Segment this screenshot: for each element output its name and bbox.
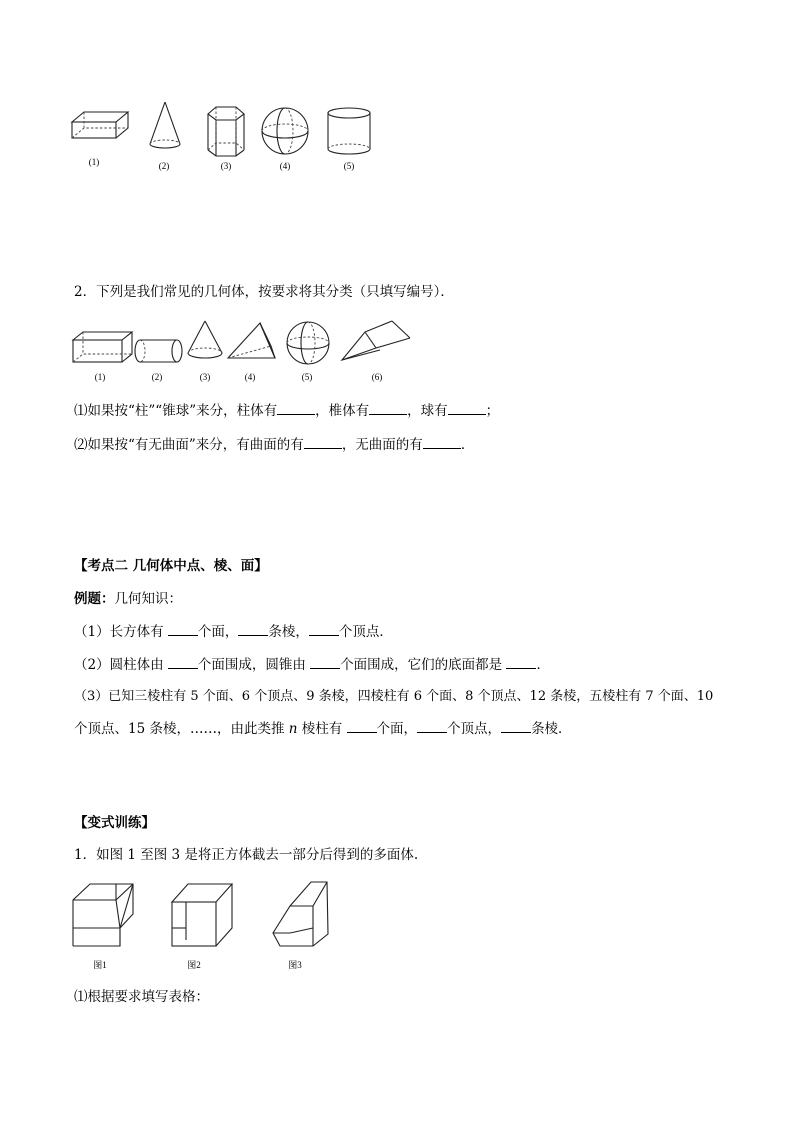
solids-figure-row-2 (70, 318, 420, 368)
cube-cut-figure-2 (172, 884, 232, 946)
answer-blank[interactable] (369, 401, 407, 415)
answer-blank[interactable] (423, 435, 461, 449)
caption-q2-5: (5) (301, 372, 313, 382)
question-2-title: 2．下列是我们常见的几何体，按要求将其分类（只填写编号）． (74, 284, 454, 300)
caption-q2-3: (3) (199, 372, 211, 382)
cube-cut-figure-3 (273, 882, 328, 946)
answer-blank[interactable] (309, 622, 339, 636)
caption-1: (1) (88, 157, 100, 167)
answer-blank[interactable] (168, 622, 198, 636)
sphere-shape-2 (287, 322, 329, 364)
caption-3: (3) (220, 161, 232, 171)
section-2-heading: 【考点二 几何体中点、棱、面】 (74, 558, 268, 574)
item-1: （1）长方体有 个面， 条棱， 个顶点． (74, 624, 393, 640)
section-3-heading: 【变式训练】 (74, 815, 155, 831)
triangular-prism-shape (342, 321, 410, 360)
caption-fig-2: 图2 (187, 960, 201, 970)
answer-blank[interactable] (417, 719, 447, 733)
truncated-cubes-figure (68, 878, 368, 950)
cuboid-shape (72, 112, 128, 138)
sphere-shape (262, 108, 308, 154)
caption-q2-6: (6) (371, 372, 383, 382)
answer-blank[interactable] (168, 655, 198, 669)
cube-cut-figure-1 (73, 884, 133, 946)
caption-fig-3: 图3 (288, 960, 302, 970)
caption-q2-4: (4) (244, 372, 256, 382)
answer-blank[interactable] (506, 655, 536, 669)
cone-shape (150, 102, 180, 148)
answer-blank[interactable] (501, 719, 531, 733)
hexagonal-prism-shape (208, 107, 244, 156)
caption-2: (2) (158, 161, 170, 171)
triangular-pyramid-shape (228, 323, 275, 358)
solids-figure-row-1 (68, 100, 388, 162)
answer-blank[interactable] (304, 435, 342, 449)
variant-question-1-subpart: ⑴根据要求填写表格： (74, 989, 209, 1005)
cylinder-shape (328, 108, 370, 154)
cone-shape-2 (188, 321, 222, 358)
question-2-part-1: ⑴如果按“柱”“锥球”来分，柱体有 ，椎体有 ，球有 ； (74, 403, 500, 419)
item-3-line-2: 个顶点、15 条棱，……，由此类推 n 棱柱有 个面， 个顶点， 条棱． (74, 721, 572, 737)
caption-q2-1: (1) (94, 372, 106, 382)
item-3-line-1: （3）已知三棱柱有 5 个面、6 个顶点、9 条棱，四棱柱有 6 个面、8 个顶点、12 条棱，五棱柱有 7 个面、10 (74, 689, 714, 704)
answer-blank[interactable] (448, 401, 486, 415)
caption-q2-2: (2) (151, 372, 163, 382)
answer-blank[interactable] (238, 622, 268, 636)
answer-blank[interactable] (347, 719, 377, 733)
item-2: （2）圆柱体由 个面围成，圆锥由 个面围成，它们的底面都是 ． (74, 657, 550, 673)
caption-5: (5) (343, 161, 355, 171)
caption-4: (4) (279, 161, 291, 171)
answer-blank[interactable] (310, 655, 340, 669)
long-cuboid-shape (73, 332, 132, 362)
horizontal-cylinder-shape (135, 340, 182, 362)
question-2-part-2: ⑵如果按“有无曲面”来分，有曲面的有 ，无曲面的有 ． (74, 437, 475, 453)
variant-question-1-title: 1．如图 1 至图 3 是将正方体截去一部分后得到的多面体. (74, 847, 419, 863)
caption-fig-1: 图1 (93, 960, 107, 970)
example-line: 例题：几何知识： (74, 591, 182, 607)
answer-blank[interactable] (277, 401, 315, 415)
